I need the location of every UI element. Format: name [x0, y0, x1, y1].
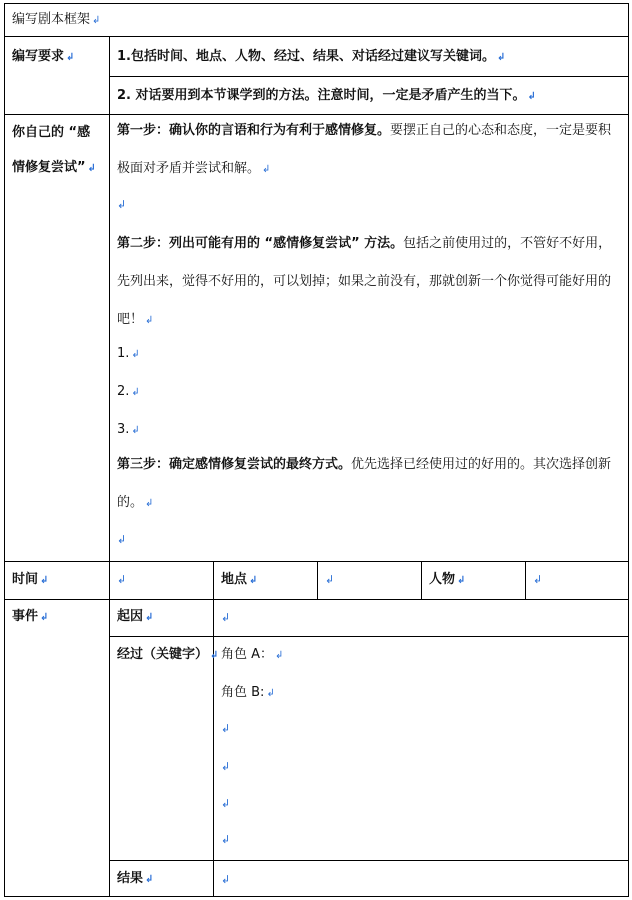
step-2-text: 第二步：列出可能有用的 “感情修复尝试” 方法。包括之前使用过的，不管好不好用，先列出来，觉得不好用的，可以划掉；如果之前没有，那就创新一个你觉得可能好用的吧！ ↲ — [117, 236, 612, 327]
attempt-label-line-2: 情修复尝试” ↲ — [12, 160, 96, 175]
role-a-line: 角色 A： ↲ — [221, 647, 284, 662]
column-divider — [109, 36, 110, 897]
paragraph-mark-icon: ↲ — [221, 611, 231, 624]
attempt-label-line-1: 你自己的 “感 — [12, 125, 91, 140]
event-label: 事件 ↲ — [12, 609, 49, 624]
step-1-text: 第一步：确认你的言语和行为有利于感情修复。要摆正自己的心态和态度，一定是要积极面对矛盾并尝试和解。 ↲ — [117, 123, 612, 176]
paragraph-mark-icon: ↲ — [325, 573, 335, 586]
row-divider — [109, 636, 629, 637]
requirement-item-2: 2. 对话要用到本节课学到的方法。注意时间，一定是矛盾产生的当下。 ↲ — [117, 88, 536, 103]
row-divider — [109, 76, 629, 77]
time-label: 时间 ↲ — [12, 572, 49, 587]
column-divider — [421, 561, 422, 599]
place-label: 地点 ↲ — [221, 572, 258, 587]
column-divider — [213, 599, 214, 897]
row-divider — [109, 860, 629, 861]
paragraph-mark-icon: ↲ — [117, 198, 127, 211]
paragraph-mark-icon: ↲ — [221, 797, 231, 810]
cause-label: 起因 ↲ — [117, 609, 154, 624]
method-list-item-2: 2. ↲ — [117, 384, 140, 399]
row-divider — [4, 36, 629, 37]
column-divider — [317, 561, 318, 599]
requirement-item-1: 1.包括时间、地点、人物、经过、结果、对话经过建议写关键词。 ↲ — [117, 49, 506, 64]
method-list-item-1: 1. ↲ — [117, 346, 140, 361]
column-divider — [525, 561, 526, 599]
paragraph-mark-icon: ↲ — [221, 722, 231, 735]
role-b-line: 角色 B: ↲ — [221, 685, 275, 700]
paragraph-mark-icon: ↲ — [533, 573, 543, 586]
process-label: 经过（关键字） ↲ — [117, 647, 219, 662]
row-divider — [4, 599, 629, 600]
paragraph-mark-icon: ↲ — [221, 833, 231, 846]
column-divider — [213, 561, 214, 599]
paragraph-mark-icon: ↲ — [117, 533, 127, 546]
result-label: 结果 ↲ — [117, 871, 154, 886]
paragraph-mark-icon: ↲ — [221, 760, 231, 773]
step-3-text: 第三步：确定感情修复尝试的最终方式。优先选择已经使用过的好用的。其次选择创新的。 ↲ — [117, 457, 612, 510]
paragraph-mark-icon: ↲ — [221, 873, 231, 886]
people-label: 人物 ↲ — [429, 572, 466, 587]
requirements-label: 编写要求 ↲ — [12, 49, 75, 64]
table-title: 编写剧本框架 ↲ — [12, 12, 101, 27]
method-list-item-3: 3. ↲ — [117, 422, 140, 437]
paragraph-mark-icon: ↲ — [117, 573, 127, 586]
